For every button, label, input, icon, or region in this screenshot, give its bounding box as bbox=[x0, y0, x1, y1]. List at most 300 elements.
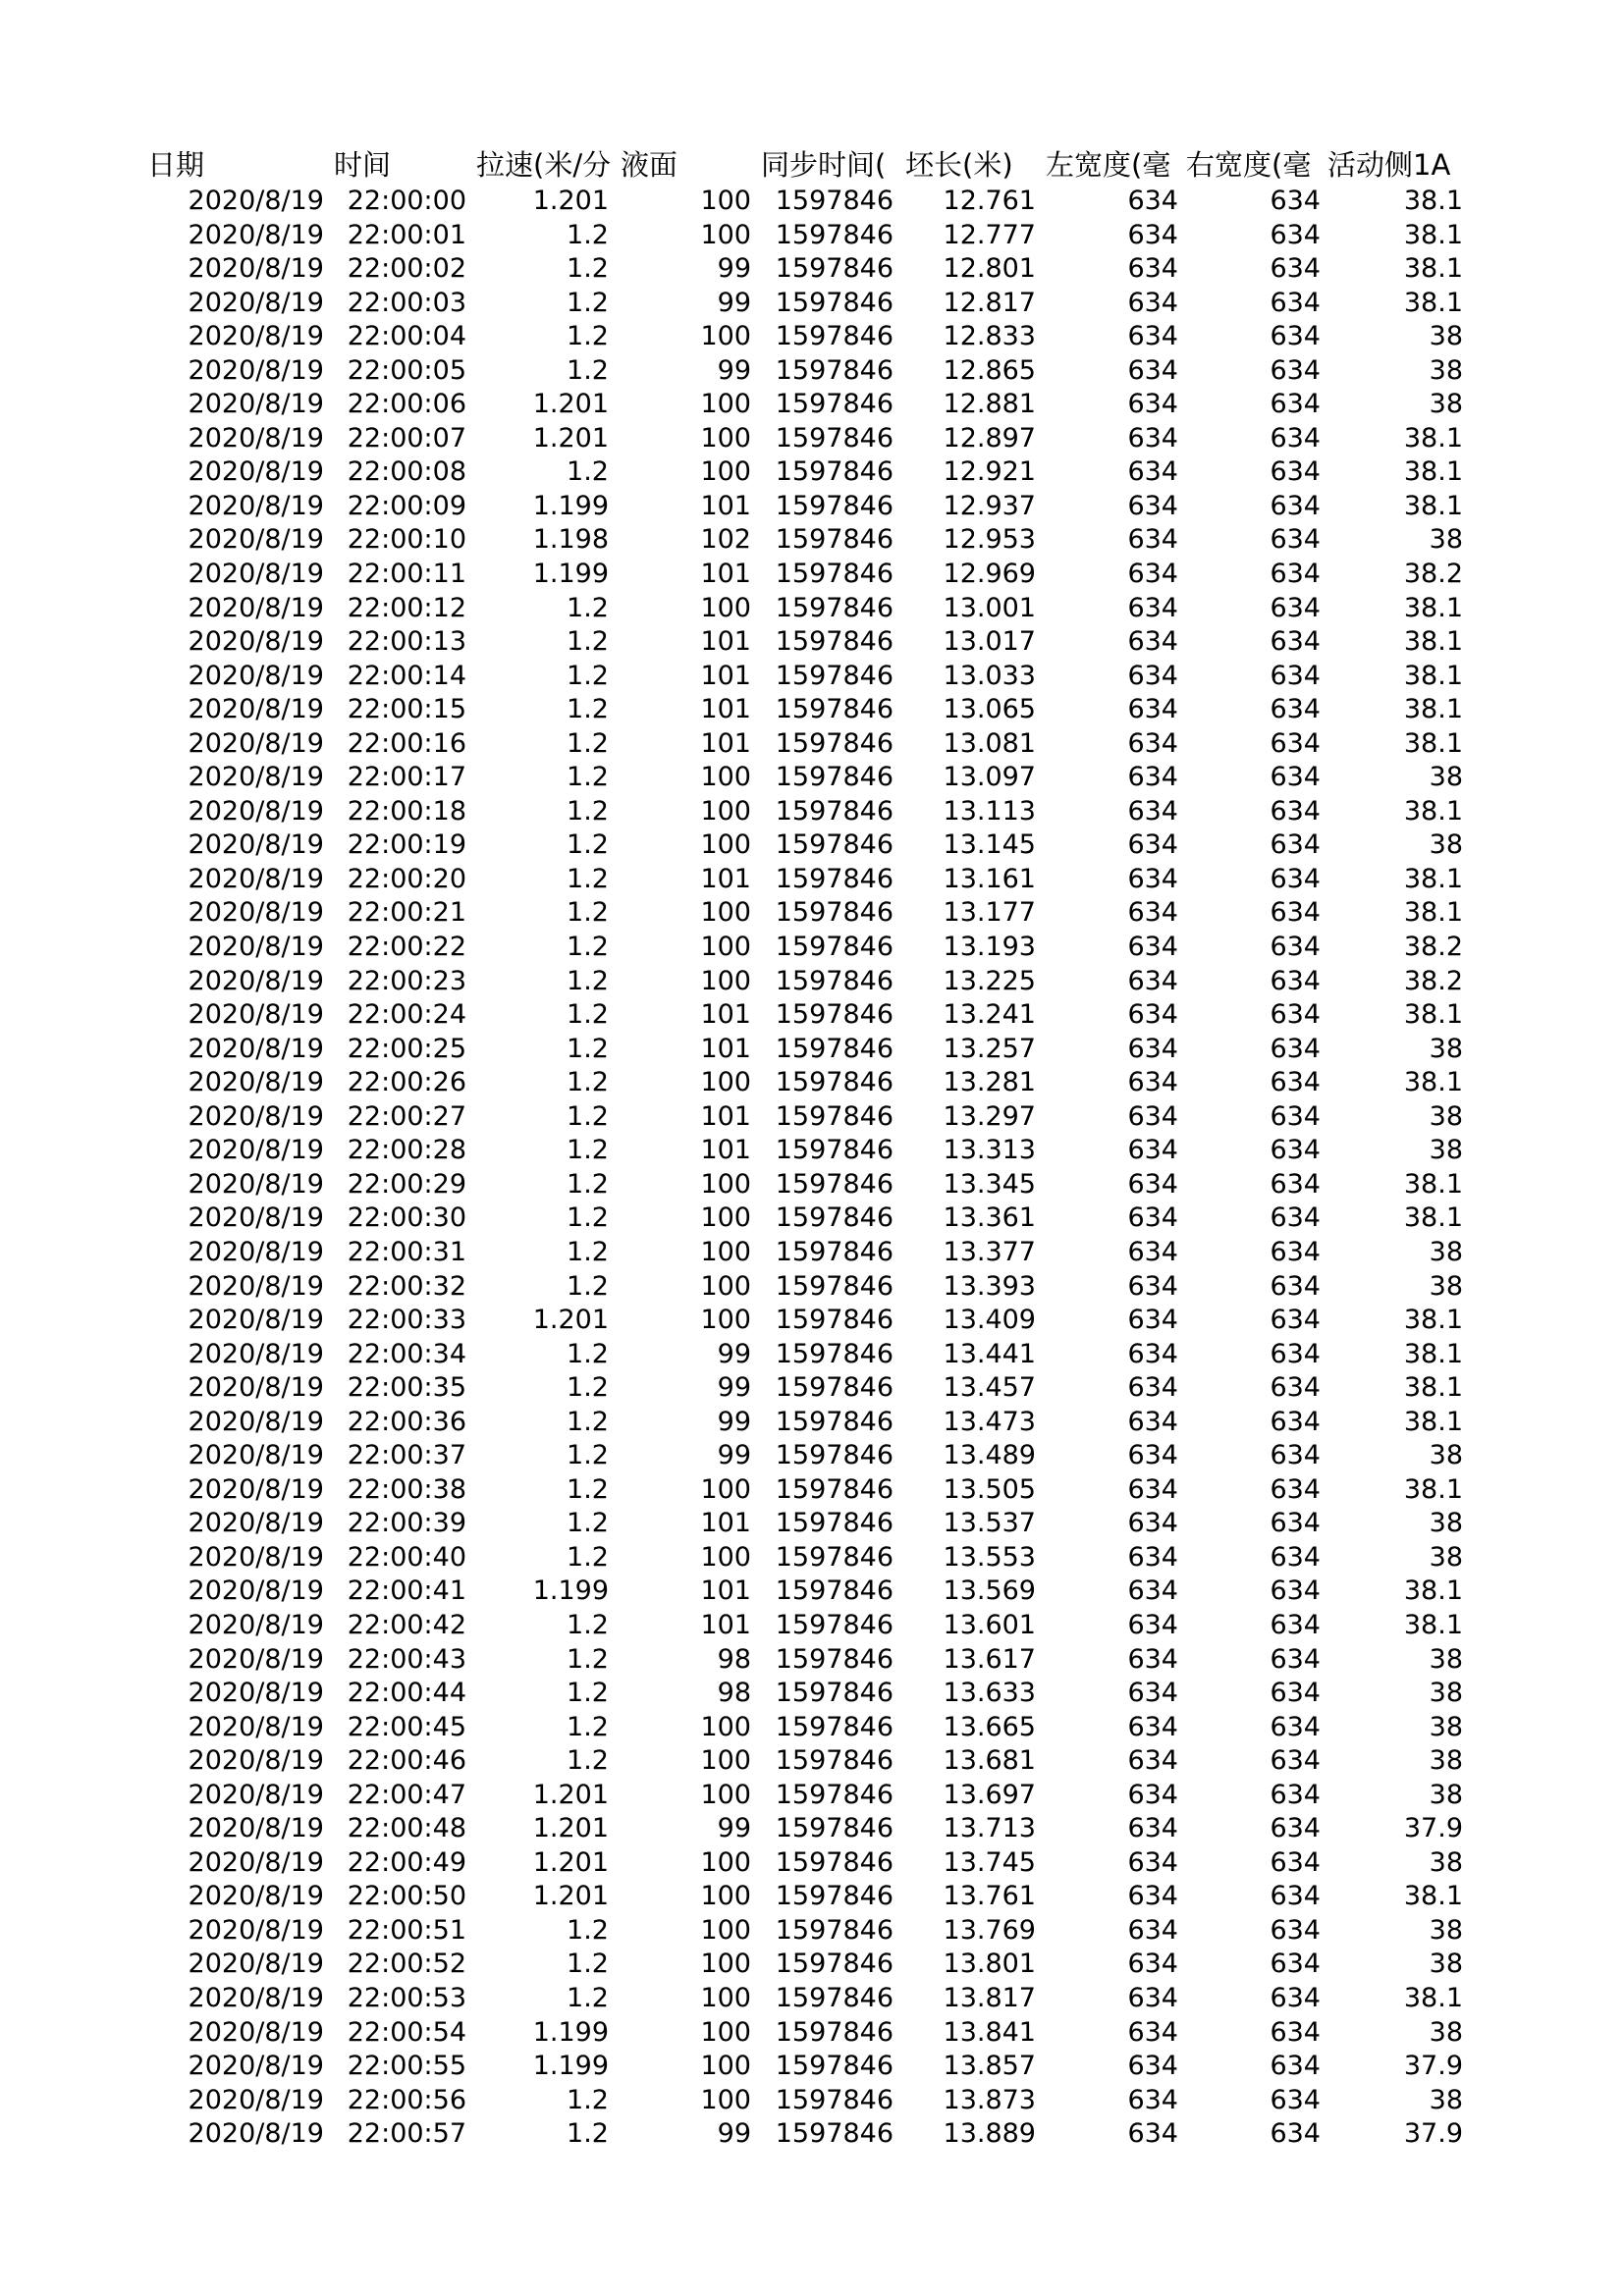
active-side-cell: 38 bbox=[1429, 1643, 1463, 1675]
sync-time-cell: 1597846 bbox=[775, 762, 893, 793]
right-width-cell: 634 bbox=[1270, 422, 1321, 454]
date-cell: 2020/8/19 bbox=[188, 253, 324, 285]
table-row bbox=[0, 2016, 1624, 2051]
speed-cell: 1.2 bbox=[567, 1982, 609, 2013]
slab-length-cell: 13.297 bbox=[943, 1100, 1036, 1132]
slab-length-cell: 13.145 bbox=[943, 829, 1036, 861]
active-side-cell: 38.1 bbox=[1403, 253, 1463, 285]
sync-time-cell: 1597846 bbox=[775, 1067, 893, 1098]
active-side-cell: 38.1 bbox=[1403, 287, 1463, 318]
table-row bbox=[0, 660, 1624, 694]
left-width-cell: 634 bbox=[1127, 524, 1178, 556]
left-width-cell: 634 bbox=[1127, 1338, 1178, 1369]
table-row bbox=[0, 863, 1624, 897]
table-row bbox=[0, 490, 1624, 524]
sync-time-cell: 1597846 bbox=[775, 389, 893, 420]
right-width-cell: 634 bbox=[1270, 1813, 1321, 1844]
level-cell: 101 bbox=[700, 490, 751, 521]
sync-time-cell: 1597846 bbox=[775, 1270, 893, 1302]
active-side-cell: 38.1 bbox=[1403, 1338, 1463, 1369]
right-width-cell: 634 bbox=[1270, 694, 1321, 725]
right-width-cell: 634 bbox=[1270, 287, 1321, 318]
speed-cell: 1.2 bbox=[567, 2118, 609, 2150]
right-width-cell: 634 bbox=[1270, 389, 1321, 420]
time-cell: 22:00:07 bbox=[347, 422, 466, 454]
sync-time-cell: 1597846 bbox=[775, 1100, 893, 1132]
left-width-cell: 634 bbox=[1127, 1236, 1178, 1267]
slab-length-cell: 13.345 bbox=[943, 1168, 1036, 1200]
active-side-cell: 37.9 bbox=[1403, 1813, 1463, 1844]
sync-time-cell: 1597846 bbox=[775, 1541, 893, 1573]
right-width-cell: 634 bbox=[1270, 490, 1321, 521]
active-side-cell: 38.1 bbox=[1403, 1982, 1463, 2013]
data-rows bbox=[0, 185, 1624, 2152]
level-cell: 100 bbox=[700, 1914, 751, 1946]
left-width-cell: 634 bbox=[1127, 1643, 1178, 1675]
right-width-cell: 634 bbox=[1270, 1678, 1321, 1709]
active-side-cell: 38 bbox=[1429, 829, 1463, 861]
left-width-cell: 634 bbox=[1127, 321, 1178, 352]
date-cell: 2020/8/19 bbox=[188, 1711, 324, 1742]
left-width-cell: 634 bbox=[1127, 2084, 1178, 2115]
table-row bbox=[0, 523, 1624, 558]
date-cell: 2020/8/19 bbox=[188, 1135, 324, 1166]
left-width-cell: 634 bbox=[1127, 592, 1178, 623]
slab-length-cell: 13.841 bbox=[943, 2016, 1036, 2048]
sync-time-cell: 1597846 bbox=[775, 1338, 893, 1369]
sync-time-cell: 1597846 bbox=[775, 287, 893, 318]
level-cell: 101 bbox=[700, 1135, 751, 1166]
sync-time-cell: 1597846 bbox=[775, 1236, 893, 1267]
time-cell: 22:00:52 bbox=[347, 1949, 466, 1980]
header-row bbox=[0, 147, 1624, 183]
time-cell: 22:00:16 bbox=[347, 727, 466, 759]
slab-length-cell: 13.537 bbox=[943, 1508, 1036, 1539]
left-width-cell: 634 bbox=[1127, 1067, 1178, 1098]
left-width-cell: 634 bbox=[1127, 1270, 1178, 1302]
left-width-cell: 634 bbox=[1127, 1949, 1178, 1980]
time-cell: 22:00:57 bbox=[347, 2118, 466, 2150]
col-header-right-width: 右宽度(毫 bbox=[1186, 148, 1312, 182]
level-cell: 102 bbox=[700, 524, 751, 556]
right-width-cell: 634 bbox=[1270, 1033, 1321, 1064]
speed-cell: 1.2 bbox=[567, 1168, 609, 1200]
left-width-cell: 634 bbox=[1127, 1305, 1178, 1336]
time-cell: 22:00:14 bbox=[347, 660, 466, 691]
date-cell: 2020/8/19 bbox=[188, 1406, 324, 1437]
right-width-cell: 634 bbox=[1270, 1711, 1321, 1742]
col-header-slab-length: 坯长(米) bbox=[905, 148, 1013, 182]
active-side-cell: 38.1 bbox=[1403, 795, 1463, 827]
left-width-cell: 634 bbox=[1127, 287, 1178, 318]
table-row bbox=[0, 219, 1624, 253]
speed-cell: 1.2 bbox=[567, 694, 609, 725]
slab-length-cell: 13.361 bbox=[943, 1202, 1036, 1234]
right-width-cell: 634 bbox=[1270, 1100, 1321, 1132]
time-cell: 22:00:18 bbox=[347, 795, 466, 827]
level-cell: 99 bbox=[717, 1406, 751, 1437]
speed-cell: 1.2 bbox=[567, 592, 609, 623]
table-row bbox=[0, 1066, 1624, 1100]
level-cell: 100 bbox=[700, 389, 751, 420]
level-cell: 100 bbox=[700, 1541, 751, 1573]
left-width-cell: 634 bbox=[1127, 1440, 1178, 1471]
right-width-cell: 634 bbox=[1270, 762, 1321, 793]
time-cell: 22:00:08 bbox=[347, 456, 466, 488]
table-row bbox=[0, 998, 1624, 1033]
speed-cell: 1.2 bbox=[567, 321, 609, 352]
sync-time-cell: 1597846 bbox=[775, 1711, 893, 1742]
table-row bbox=[0, 1168, 1624, 1202]
right-width-cell: 634 bbox=[1270, 1575, 1321, 1607]
slab-length-cell: 13.065 bbox=[943, 694, 1036, 725]
time-cell: 22:00:13 bbox=[347, 626, 466, 658]
speed-cell: 1.2 bbox=[567, 829, 609, 861]
right-width-cell: 634 bbox=[1270, 2118, 1321, 2150]
time-cell: 22:00:44 bbox=[347, 1678, 466, 1709]
level-cell: 100 bbox=[700, 422, 751, 454]
right-width-cell: 634 bbox=[1270, 660, 1321, 691]
slab-length-cell: 13.761 bbox=[943, 1881, 1036, 1912]
left-width-cell: 634 bbox=[1127, 1609, 1178, 1640]
table-row bbox=[0, 1201, 1624, 1236]
active-side-cell: 38 bbox=[1429, 1541, 1463, 1573]
speed-cell: 1.2 bbox=[567, 1473, 609, 1505]
date-cell: 2020/8/19 bbox=[188, 897, 324, 929]
sync-time-cell: 1597846 bbox=[775, 1643, 893, 1675]
sync-time-cell: 1597846 bbox=[775, 999, 893, 1031]
right-width-cell: 634 bbox=[1270, 2084, 1321, 2115]
date-cell: 2020/8/19 bbox=[188, 1508, 324, 1539]
slab-length-cell: 13.441 bbox=[943, 1338, 1036, 1369]
time-cell: 22:00:02 bbox=[347, 253, 466, 285]
active-side-cell: 38.1 bbox=[1403, 1881, 1463, 1912]
left-width-cell: 634 bbox=[1127, 1100, 1178, 1132]
slab-length-cell: 13.553 bbox=[943, 1541, 1036, 1573]
right-width-cell: 634 bbox=[1270, 1643, 1321, 1675]
active-side-cell: 38.2 bbox=[1403, 559, 1463, 590]
left-width-cell: 634 bbox=[1127, 1202, 1178, 1234]
left-width-cell: 634 bbox=[1127, 1473, 1178, 1505]
date-cell: 2020/8/19 bbox=[188, 727, 324, 759]
sync-time-cell: 1597846 bbox=[775, 1745, 893, 1777]
speed-cell: 1.2 bbox=[567, 1949, 609, 1980]
left-width-cell: 634 bbox=[1127, 2016, 1178, 2048]
level-cell: 101 bbox=[700, 727, 751, 759]
active-side-cell: 38 bbox=[1429, 1678, 1463, 1709]
sync-time-cell: 1597846 bbox=[775, 1779, 893, 1810]
table-row bbox=[0, 354, 1624, 389]
table-row bbox=[0, 965, 1624, 999]
right-width-cell: 634 bbox=[1270, 727, 1321, 759]
sync-time-cell: 1597846 bbox=[775, 660, 893, 691]
sync-time-cell: 1597846 bbox=[775, 1305, 893, 1336]
active-side-cell: 38.1 bbox=[1403, 897, 1463, 929]
slab-length-cell: 13.665 bbox=[943, 1711, 1036, 1742]
time-cell: 22:00:37 bbox=[347, 1440, 466, 1471]
right-width-cell: 634 bbox=[1270, 932, 1321, 963]
col-header-level: 液面 bbox=[621, 148, 678, 182]
right-width-cell: 634 bbox=[1270, 1236, 1321, 1267]
right-width-cell: 634 bbox=[1270, 456, 1321, 488]
left-width-cell: 634 bbox=[1127, 762, 1178, 793]
active-side-cell: 38 bbox=[1429, 524, 1463, 556]
level-cell: 101 bbox=[700, 1575, 751, 1607]
table-row bbox=[0, 1812, 1624, 1846]
slab-length-cell: 13.489 bbox=[943, 1440, 1036, 1471]
slab-length-cell: 13.457 bbox=[943, 1372, 1036, 1404]
active-side-cell: 38.2 bbox=[1403, 932, 1463, 963]
date-cell: 2020/8/19 bbox=[188, 1881, 324, 1912]
active-side-cell: 38.1 bbox=[1403, 1575, 1463, 1607]
speed-cell: 1.2 bbox=[567, 1678, 609, 1709]
right-width-cell: 634 bbox=[1270, 965, 1321, 996]
table-row bbox=[0, 693, 1624, 727]
active-side-cell: 38.1 bbox=[1403, 422, 1463, 454]
date-cell: 2020/8/19 bbox=[188, 389, 324, 420]
level-cell: 101 bbox=[700, 999, 751, 1031]
slab-length-cell: 13.633 bbox=[943, 1678, 1036, 1709]
level-cell: 99 bbox=[717, 1440, 751, 1471]
sync-time-cell: 1597846 bbox=[775, 2118, 893, 2150]
time-cell: 22:00:53 bbox=[347, 1982, 466, 2013]
time-cell: 22:00:26 bbox=[347, 1067, 466, 1098]
sync-time-cell: 1597846 bbox=[775, 2051, 893, 2082]
level-cell: 100 bbox=[700, 1982, 751, 2013]
date-cell: 2020/8/19 bbox=[188, 694, 324, 725]
sync-time-cell: 1597846 bbox=[775, 1473, 893, 1505]
level-cell: 100 bbox=[700, 1949, 751, 1980]
time-cell: 22:00:19 bbox=[347, 829, 466, 861]
date-cell: 2020/8/19 bbox=[188, 762, 324, 793]
slab-length-cell: 13.193 bbox=[943, 932, 1036, 963]
table-row bbox=[0, 1541, 1624, 1575]
level-cell: 101 bbox=[700, 1100, 751, 1132]
slab-length-cell: 12.777 bbox=[943, 219, 1036, 250]
active-side-cell: 38 bbox=[1429, 1270, 1463, 1302]
date-cell: 2020/8/19 bbox=[188, 863, 324, 894]
speed-cell: 1.2 bbox=[567, 999, 609, 1031]
date-cell: 2020/8/19 bbox=[188, 932, 324, 963]
date-cell: 2020/8/19 bbox=[188, 2051, 324, 2082]
table-row bbox=[0, 1609, 1624, 1643]
sync-time-cell: 1597846 bbox=[775, 1372, 893, 1404]
date-cell: 2020/8/19 bbox=[188, 2084, 324, 2115]
left-width-cell: 634 bbox=[1127, 456, 1178, 488]
right-width-cell: 634 bbox=[1270, 1135, 1321, 1166]
time-cell: 22:00:48 bbox=[347, 1813, 466, 1844]
time-cell: 22:00:28 bbox=[347, 1135, 466, 1166]
date-cell: 2020/8/19 bbox=[188, 186, 324, 216]
time-cell: 22:00:25 bbox=[347, 1033, 466, 1064]
right-width-cell: 634 bbox=[1270, 863, 1321, 894]
table-row bbox=[0, 320, 1624, 354]
time-cell: 22:00:33 bbox=[347, 1305, 466, 1336]
active-side-cell: 38 bbox=[1429, 1711, 1463, 1742]
speed-cell: 1.2 bbox=[567, 1135, 609, 1166]
date-cell: 2020/8/19 bbox=[188, 2118, 324, 2150]
level-cell: 101 bbox=[700, 626, 751, 658]
slab-length-cell: 13.505 bbox=[943, 1473, 1036, 1505]
left-width-cell: 634 bbox=[1127, 795, 1178, 827]
active-side-cell: 38 bbox=[1429, 1914, 1463, 1946]
slab-length-cell: 12.921 bbox=[943, 456, 1036, 488]
table-row bbox=[0, 1507, 1624, 1541]
left-width-cell: 634 bbox=[1127, 2118, 1178, 2150]
date-cell: 2020/8/19 bbox=[188, 965, 324, 996]
table-row bbox=[0, 795, 1624, 829]
time-cell: 22:00:34 bbox=[347, 1338, 466, 1369]
active-side-cell: 38.1 bbox=[1403, 1473, 1463, 1505]
right-width-cell: 634 bbox=[1270, 1168, 1321, 1200]
left-width-cell: 634 bbox=[1127, 965, 1178, 996]
speed-cell: 1.2 bbox=[567, 1643, 609, 1675]
time-cell: 22:00:35 bbox=[347, 1372, 466, 1404]
level-cell: 100 bbox=[700, 1236, 751, 1267]
active-side-cell: 38 bbox=[1429, 1100, 1463, 1132]
right-width-cell: 634 bbox=[1270, 2016, 1321, 2048]
active-side-cell: 38 bbox=[1429, 1846, 1463, 1878]
left-width-cell: 634 bbox=[1127, 1846, 1178, 1878]
level-cell: 101 bbox=[700, 1609, 751, 1640]
time-cell: 22:00:00 bbox=[347, 186, 466, 216]
level-cell: 99 bbox=[717, 1813, 751, 1844]
date-cell: 2020/8/19 bbox=[188, 1168, 324, 1200]
active-side-cell: 38.1 bbox=[1403, 186, 1463, 216]
date-cell: 2020/8/19 bbox=[188, 354, 324, 386]
date-cell: 2020/8/19 bbox=[188, 1643, 324, 1675]
sync-time-cell: 1597846 bbox=[775, 490, 893, 521]
table-row bbox=[0, 1744, 1624, 1779]
active-side-cell: 38.1 bbox=[1403, 456, 1463, 488]
slab-length-cell: 12.761 bbox=[943, 186, 1036, 216]
level-cell: 99 bbox=[717, 1338, 751, 1369]
sync-time-cell: 1597846 bbox=[775, 559, 893, 590]
table-row bbox=[0, 388, 1624, 422]
active-side-cell: 38.1 bbox=[1403, 863, 1463, 894]
left-width-cell: 634 bbox=[1127, 863, 1178, 894]
right-width-cell: 634 bbox=[1270, 1779, 1321, 1810]
sync-time-cell: 1597846 bbox=[775, 253, 893, 285]
time-cell: 22:00:22 bbox=[347, 932, 466, 963]
sync-time-cell: 1597846 bbox=[775, 1575, 893, 1607]
sync-time-cell: 1597846 bbox=[775, 795, 893, 827]
left-width-cell: 634 bbox=[1127, 1168, 1178, 1200]
speed-cell: 1.201 bbox=[532, 1779, 609, 1810]
speed-cell: 1.2 bbox=[567, 762, 609, 793]
time-cell: 22:00:20 bbox=[347, 863, 466, 894]
level-cell: 98 bbox=[717, 1643, 751, 1675]
slab-length-cell: 12.969 bbox=[943, 559, 1036, 590]
sync-time-cell: 1597846 bbox=[775, 965, 893, 996]
left-width-cell: 634 bbox=[1127, 1678, 1178, 1709]
sync-time-cell: 1597846 bbox=[775, 1982, 893, 2013]
active-side-cell: 38.1 bbox=[1403, 592, 1463, 623]
right-width-cell: 634 bbox=[1270, 186, 1321, 216]
table-row bbox=[0, 896, 1624, 931]
speed-cell: 1.2 bbox=[567, 965, 609, 996]
left-width-cell: 634 bbox=[1127, 389, 1178, 420]
date-cell: 2020/8/19 bbox=[188, 1033, 324, 1064]
table-row bbox=[0, 1575, 1624, 1609]
table-row bbox=[0, 252, 1624, 287]
date-cell: 2020/8/19 bbox=[188, 559, 324, 590]
active-side-cell: 38.1 bbox=[1403, 1202, 1463, 1234]
speed-cell: 1.2 bbox=[567, 863, 609, 894]
level-cell: 100 bbox=[700, 186, 751, 216]
sync-time-cell: 1597846 bbox=[775, 1813, 893, 1844]
right-width-cell: 634 bbox=[1270, 1982, 1321, 2013]
active-side-cell: 38.1 bbox=[1403, 1305, 1463, 1336]
table-row bbox=[0, 931, 1624, 965]
left-width-cell: 634 bbox=[1127, 186, 1178, 216]
table-row bbox=[0, 558, 1624, 592]
time-cell: 22:00:24 bbox=[347, 999, 466, 1031]
time-cell: 22:00:04 bbox=[347, 321, 466, 352]
sync-time-cell: 1597846 bbox=[775, 321, 893, 352]
speed-cell: 1.2 bbox=[567, 1033, 609, 1064]
speed-cell: 1.201 bbox=[532, 422, 609, 454]
time-cell: 22:00:39 bbox=[347, 1508, 466, 1539]
date-cell: 2020/8/19 bbox=[188, 660, 324, 691]
active-side-cell: 38.1 bbox=[1403, 490, 1463, 521]
right-width-cell: 634 bbox=[1270, 1440, 1321, 1471]
sync-time-cell: 1597846 bbox=[775, 1508, 893, 1539]
slab-length-cell: 13.569 bbox=[943, 1575, 1036, 1607]
time-cell: 22:00:49 bbox=[347, 1846, 466, 1878]
level-cell: 100 bbox=[700, 829, 751, 861]
speed-cell: 1.201 bbox=[532, 186, 609, 216]
right-width-cell: 634 bbox=[1270, 1508, 1321, 1539]
level-cell: 101 bbox=[700, 559, 751, 590]
time-cell: 22:00:27 bbox=[347, 1100, 466, 1132]
level-cell: 100 bbox=[700, 321, 751, 352]
level-cell: 101 bbox=[700, 1508, 751, 1539]
sync-time-cell: 1597846 bbox=[775, 1678, 893, 1709]
time-cell: 22:00:36 bbox=[347, 1406, 466, 1437]
table-row bbox=[0, 1677, 1624, 1711]
time-cell: 22:00:32 bbox=[347, 1270, 466, 1302]
left-width-cell: 634 bbox=[1127, 626, 1178, 658]
speed-cell: 1.199 bbox=[532, 2016, 609, 2048]
right-width-cell: 634 bbox=[1270, 1949, 1321, 1980]
table-row bbox=[0, 761, 1624, 795]
active-side-cell: 38 bbox=[1429, 389, 1463, 420]
date-cell: 2020/8/19 bbox=[188, 524, 324, 556]
slab-length-cell: 12.801 bbox=[943, 253, 1036, 285]
speed-cell: 1.2 bbox=[567, 1914, 609, 1946]
left-width-cell: 634 bbox=[1127, 219, 1178, 250]
table-row bbox=[0, 185, 1624, 219]
speed-cell: 1.2 bbox=[567, 1541, 609, 1573]
date-cell: 2020/8/19 bbox=[188, 422, 324, 454]
slab-length-cell: 13.113 bbox=[943, 795, 1036, 827]
time-cell: 22:00:38 bbox=[347, 1473, 466, 1505]
slab-length-cell: 13.257 bbox=[943, 1033, 1036, 1064]
level-cell: 100 bbox=[700, 1168, 751, 1200]
date-cell: 2020/8/19 bbox=[188, 490, 324, 521]
table-row bbox=[0, 1033, 1624, 1067]
level-cell: 100 bbox=[700, 1473, 751, 1505]
sync-time-cell: 1597846 bbox=[775, 1881, 893, 1912]
active-side-cell: 38 bbox=[1429, 2016, 1463, 2048]
slab-length-cell: 12.881 bbox=[943, 389, 1036, 420]
slab-length-cell: 13.617 bbox=[943, 1643, 1036, 1675]
time-cell: 22:00:31 bbox=[347, 1236, 466, 1267]
sync-time-cell: 1597846 bbox=[775, 1202, 893, 1234]
table-row bbox=[0, 287, 1624, 321]
time-cell: 22:00:15 bbox=[347, 694, 466, 725]
